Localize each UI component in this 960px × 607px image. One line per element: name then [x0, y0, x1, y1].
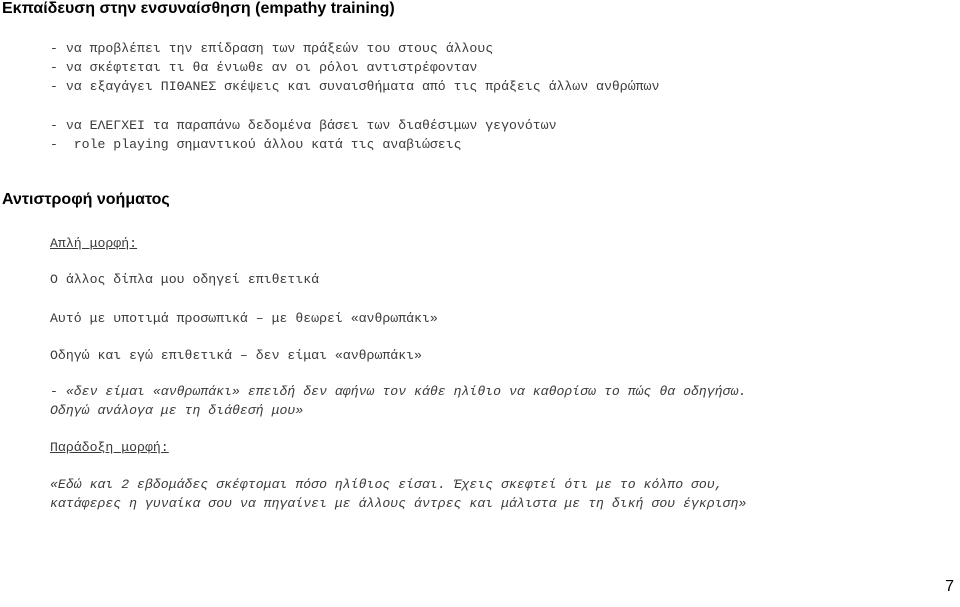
bullet-line: - να προβλέπει την επίδραση των πράξεών του στους άλλους — [50, 41, 494, 56]
paradox-line: «Εδώ και 2 εβδομάδες σκέφτομαι πόσο ηλίθιος είσαι. Έχεις σκεφτεί ότι με το κόλπο σου, — [50, 477, 723, 492]
page-number: 7 — [945, 578, 954, 595]
example-line: Ο άλλος δίπλα μου οδηγεί επιθετικά — [50, 272, 320, 287]
bullet-line: - να ΕΛΕΓΧΕΙ τα παραπάνω δεδομένα βάσει των διαθέσιμων γεγονότων — [50, 118, 557, 133]
section-title-empathy: Εκπαίδευση στην ενσυναίσθηση (empathy training) — [2, 0, 395, 17]
paradox-form-label: Παράδοξη μορφή: — [50, 440, 169, 455]
example-line: Αυτό με υποτιμά προσωπικά – με θεωρεί «ανθρωπάκι» — [50, 311, 438, 326]
section-title-reversal: Αντιστροφή νοήματος — [2, 191, 170, 208]
simple-form-label: Απλή μορφή: — [50, 236, 138, 251]
bullet-line: - role playing σημαντικού άλλου κατά τις αναβιώσεις — [50, 137, 462, 152]
bullet-line: - να σκέφτεται τι θα ένιωθε αν οι ρόλοι αντιστρέφονταν — [50, 60, 478, 75]
reframed-line: Οδηγώ ανάλογα με τη διάθεσή μου» — [50, 403, 304, 418]
reframed-line: - «δεν είμαι «ανθρωπάκι» επειδή δεν αφήνω τον κάθε ηλίθιο να καθορίσω το πώς θα οδηγήσω. — [50, 384, 747, 399]
paradox-line: κατάφερες η γυναίκα σου να πηγαίνει με άλλους άντρες και μάλιστα με τη δική σου έγκριση» — [50, 496, 747, 511]
bullet-line: - να εξαγάγει ΠΙΘΑΝΕΣ σκέψεις και συναισθήματα από τις πράξεις άλλων ανθρώπων — [50, 79, 660, 94]
example-line: Οδηγώ και εγώ επιθετικά – δεν είμαι «ανθρωπάκι» — [50, 348, 422, 363]
